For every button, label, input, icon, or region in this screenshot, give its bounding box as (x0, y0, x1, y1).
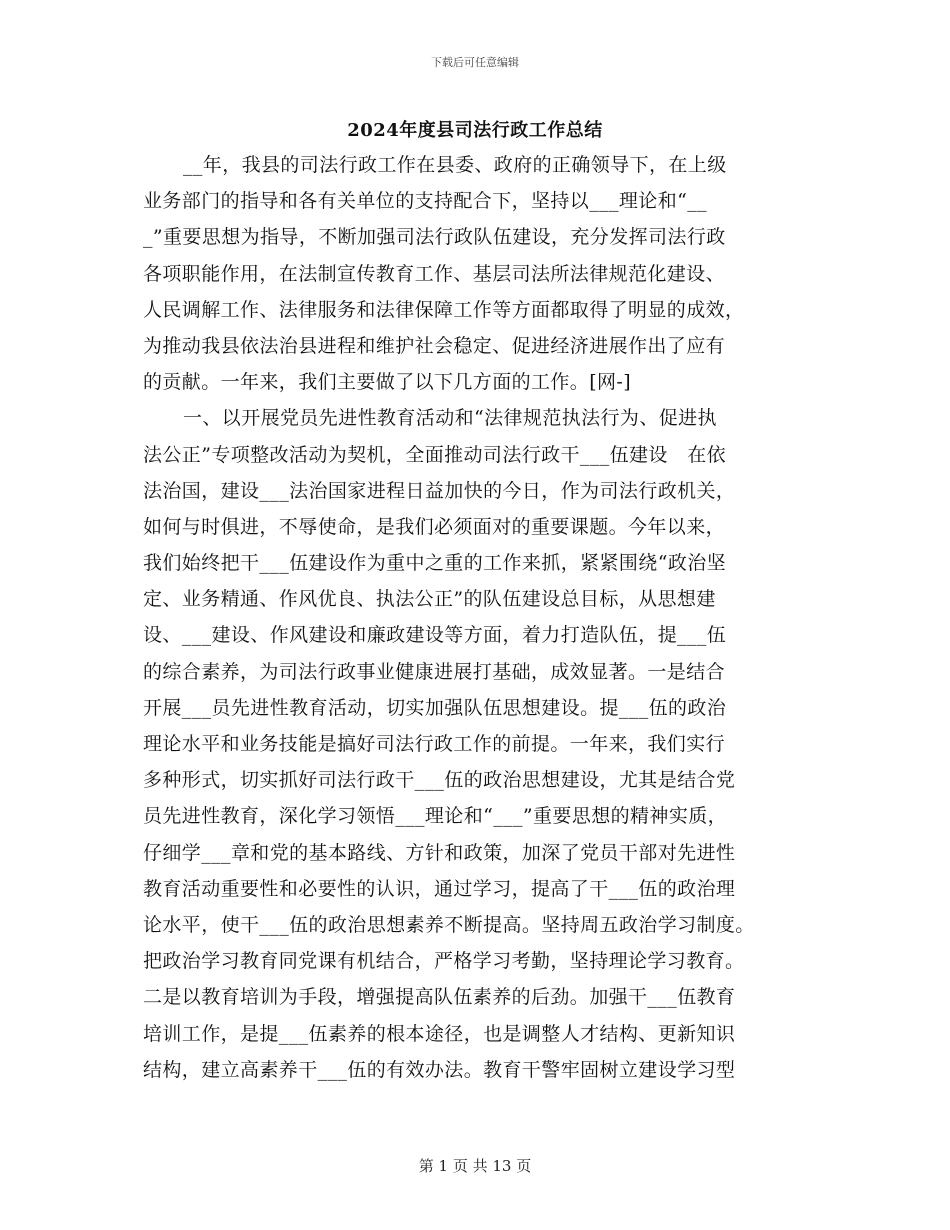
body-line: 二是以教育培训为手段，增强提高队伍素养的后劲。加强干___伍教育 (143, 986, 736, 1009)
body-line: 法治国，建设___法治国家进程日益加快的今日，作为司法行政机关， (143, 479, 736, 502)
body-line: _”重要思想为指导，不断加强司法行政队伍建设，充分发挥司法行政 (143, 226, 726, 249)
page-number-footer: 第 1 页 共 13 页 (418, 1157, 532, 1175)
body-line: 法公正”专项整改活动为契机，全面推动司法行政干___伍建设 在依 (143, 443, 727, 466)
body-line: 仔细学___章和党的基本路线、方针和政策，加深了党员干部对先进性 (143, 841, 736, 864)
body-line: 结构，建立高素养干___伍的有效办法。教育干警牢固树立建设学习型 (143, 1058, 736, 1081)
body-line: 设、___建设、作风建设和廉政建设等方面，着力打造队伍，提___伍 (143, 624, 727, 647)
body-line: 为推动我县依法治县进程和维护社会稳定、促进经济进展作出了应有 (143, 334, 726, 357)
body-line: 员先进性教育，深化学习领悟___理论和“___”重要思想的精神实质， (143, 805, 728, 828)
body-line: 一、以开展党员先进性教育活动和“法律规范执法行为、促进执 (183, 407, 717, 430)
page-header-note: 下载后可任意编辑 (431, 56, 519, 69)
body-line: 理论水平和业务技能是搞好司法行政工作的前提。一年来，我们实行 (143, 733, 726, 755)
body-line: 多种形式，切实抓好司法行政干___伍的政治思想建设，尤其是结合党 (143, 769, 736, 792)
body-line: 如何与时俱进，不辱使命，是我们必须面对的重要课题。今年以来， (143, 515, 726, 538)
document-body (143, 147, 823, 1088)
body-line: 我们始终把干___伍建设作为重中之重的工作来抓，紧紧围绕“政治坚 (143, 552, 727, 575)
body-line: 的贡献。一年来，我们主要做了以下几方面的工作。[网-] (143, 371, 632, 394)
body-line: 业务部门的指导和各有关单位的支持配合下，坚持以___理论和“__ (143, 190, 708, 213)
body-line: 定、业务精通、作风优良、执法公正”的队伍建设总目标，从思想建 (143, 588, 716, 611)
body-line: 的综合素养，为司法行政事业健康进展打基础，成效显著。一是结合 (143, 660, 726, 683)
body-line: 培训工作，是提___伍素养的根本途径，也是调整人才结构、更新知识 (143, 1022, 736, 1045)
body-line: 把政治学习教育同党课有机结合，严格学习考勤，坚持理论学习教育。 (143, 950, 745, 973)
body-line: 教育活动重要性和必要性的认识，通过学习，提高了干___伍的政治理 (143, 877, 736, 900)
document-title: 2024年度县司法行政工作总结 (347, 120, 603, 141)
body-line: 开展___员先进性教育活动，切实加强队伍思想建设。提___伍的政治 (143, 696, 727, 719)
body-line: 各项职能作用，在法制宣传教育工作、基层司法所法律规范化建设、 (143, 262, 726, 285)
body-line: 人民调解工作、法律服务和法律保障工作等方面都取得了明显的成效， (143, 298, 745, 321)
body-line: __年，我县的司法行政工作在县委、政府的正确领导下，在上级 (183, 154, 727, 176)
body-line: 论水平，使干___伍的政治思想素养不断提高。坚持周五政治学习制度。 (143, 913, 755, 936)
